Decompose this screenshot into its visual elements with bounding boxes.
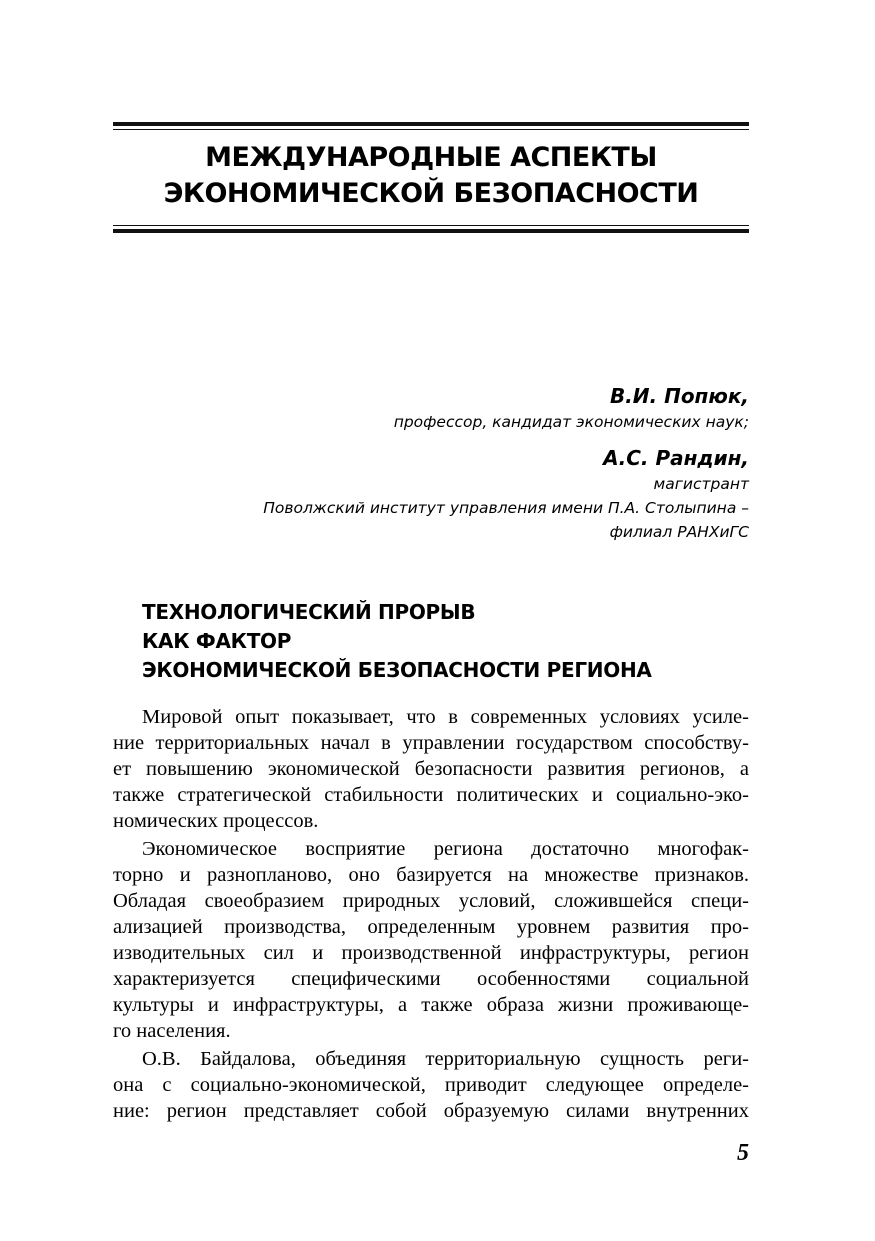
text-line: ет повышению экономической безопасности развития регионов, а <box>113 758 749 780</box>
article-body <box>113 704 749 1126</box>
text-line: Обладая своеобразием природных условий, сложившейся специ- <box>113 890 749 912</box>
section-title-line: ЭКОНОМИЧЕСКОЙ БЕЗОПАСНОСТИ <box>163 178 699 209</box>
article-title-line: ЭКОНОМИЧЕСКОЙ БЕЗОПАСНОСТИ РЕГИОНА <box>142 658 652 682</box>
text-line: Экономическое восприятие региона достаточно многофак- <box>142 838 749 860</box>
text-line: торно и разнопланово, оно базируется на множестве признаков. <box>113 864 749 886</box>
text-line: она с социально-экономической, приводит следующее определе- <box>113 1074 749 1096</box>
text-line: Мировой опыт показывает, что в современных условиях усиле- <box>142 706 749 728</box>
section-title <box>113 140 749 212</box>
text-line: номических процессов. <box>113 810 319 832</box>
text-line: ние территориальных начал в управлении государством способству- <box>113 732 749 754</box>
paragraph <box>113 836 749 1044</box>
author-role: профессор, кандидат экономических наук; <box>393 413 749 431</box>
article-title-line: ТЕХНОЛОГИЧЕСКИЙ ПРОРЫВ <box>142 600 476 624</box>
text-line: также стратегической стабильности политических и социально-эко- <box>113 784 749 806</box>
author-name: А.С. Рандин, <box>603 446 749 470</box>
article-title <box>142 598 749 685</box>
section-header-rule-top <box>113 122 749 130</box>
text-line: О.В. Байдалова, объединяя территориальную сущность реги- <box>142 1048 749 1070</box>
authors-block <box>200 380 749 544</box>
text-line: ние: регион представляет собой образуемую силами внутренних <box>113 1100 749 1122</box>
text-line: изводительных сил и производственной инфраструктуры, регион <box>113 942 749 964</box>
text-line: го населения. <box>113 1020 231 1042</box>
text-line: ализацией производства, определенным уровнем развития про- <box>113 916 749 938</box>
author-affiliation: Поволжский институт управления имени П.А. Столыпина – <box>263 499 749 517</box>
section-header-rule-bottom <box>113 225 749 233</box>
paragraph <box>113 1046 749 1124</box>
paragraph <box>113 704 749 834</box>
author-affiliation: филиал РАНХиГС <box>609 523 749 541</box>
text-line: культуры и инфраструктуры, а также образа жизни проживающе- <box>113 994 749 1016</box>
text-line: характеризуется специфическими особенностями социальной <box>113 968 749 990</box>
article-title-line: КАК ФАКТОР <box>142 629 292 653</box>
author-role: магистрант <box>653 475 749 493</box>
author-name: В.И. Попюк, <box>609 384 749 408</box>
section-title-line: МЕЖДУНАРОДНЫЕ АСПЕКТЫ <box>205 142 657 173</box>
page-number: 5 <box>737 1140 749 1166</box>
